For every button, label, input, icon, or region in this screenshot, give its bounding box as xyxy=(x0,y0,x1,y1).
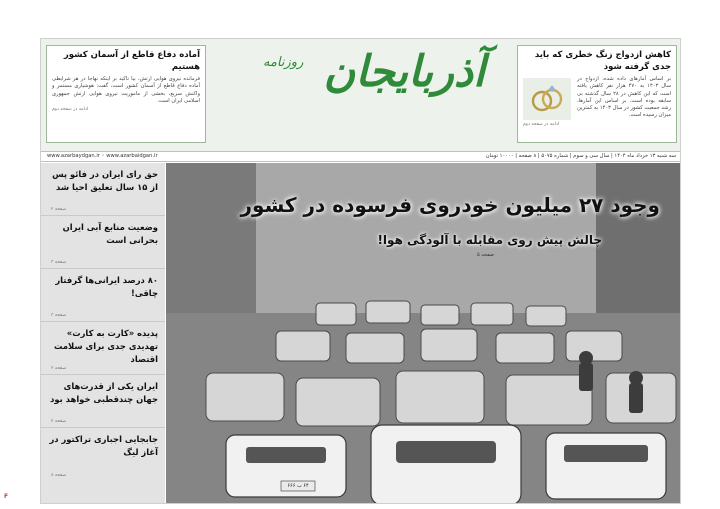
page-reference: صفحه ۳ xyxy=(51,260,67,265)
right-box-footer: ادامه در صفحه دوم xyxy=(523,121,560,127)
newspaper-logo[interactable] xyxy=(241,45,491,125)
page-reference: صفحه ۲ xyxy=(51,419,67,424)
left-box-title: آماده دفاع قاطع از آسمان کشور هستیم xyxy=(63,50,200,72)
masthead xyxy=(41,39,681,159)
traffic-jam-photo[interactable] xyxy=(166,163,681,504)
wedding-rings-icon xyxy=(523,78,571,120)
issue-info-strip xyxy=(41,151,681,162)
right-box-body: بر اساس آمارهای داده شده، ازدواج در سال ۱۴۰۳ به ۴۷۰ هزار نفر کاهش یافته است که این کاهش در ۲۸ سال گذشته بی سابقه بوده است. بر اساس این آمارها، رشد جمعیت کشور در سال ۱۴۰۳ به کمترین میزان رسیده است. xyxy=(577,76,671,119)
sidebar-headline: ایران یکی از قدرت‌های جهان چندقطبی خواهد بود xyxy=(50,381,158,404)
logo-subtitle: روزنامه xyxy=(263,55,304,70)
page-reference: صفحه ۲ xyxy=(51,366,67,371)
newspaper-front-page xyxy=(40,38,681,504)
list-item[interactable] xyxy=(41,163,165,216)
sidebar-headline: حق رای ایران در فائو پس از ۱۵ سال تعلیق احیا شد xyxy=(52,169,158,192)
logo-title: آذربایجان xyxy=(323,47,485,97)
left-box-footer: ادامه در صفحه دوم xyxy=(52,107,89,113)
news-sidebar xyxy=(41,163,165,504)
list-item[interactable] xyxy=(41,322,165,375)
page-reference: صفحه ۲ xyxy=(51,207,67,212)
sidebar-headline: ۸۰ درصد ایرانی‌ها گرفتار چاقی! xyxy=(55,275,158,298)
main-page-reference: صفحه ۵ xyxy=(477,252,494,258)
sidebar-headline: جابجایی اجباری تراکتور در آغاز لیگ xyxy=(49,434,158,457)
list-item[interactable] xyxy=(41,216,165,269)
right-news-box[interactable] xyxy=(517,45,677,143)
left-news-box[interactable] xyxy=(46,45,206,143)
list-item[interactable] xyxy=(41,428,165,481)
main-headline[interactable]: وجود ۲۷ میلیون خودروی فرسوده در کشور xyxy=(240,193,660,217)
page-reference: صفحه ۳ xyxy=(51,313,67,318)
left-box-body: فرمانده نیروی هوایی ارتش، بیا تاکید بر اینکه نهاجا در هر شرایطی آماده دفاع قاطع از آسمان کشور است، گفت: هوشیاری مستمر و واکنش سریع، بخشی از ماموریت نیروی هوایی ارتش جمهوری اسلامی ایران است. xyxy=(52,76,200,104)
right-box-title: کاهش ازدواج زنگ خطری که باید جدی گرفته شود xyxy=(534,50,671,72)
list-item[interactable] xyxy=(41,375,165,428)
main-subheadline: چالش پیش روی مقابله با آلودگی هوا! xyxy=(377,233,602,247)
page-reference: صفحه ۸ xyxy=(51,473,67,478)
website-links[interactable]: www.azarbaydgan.ir ◦ www.azarbaidgan.ir xyxy=(47,153,158,159)
source-watermark-icon: F xyxy=(4,493,9,500)
license-plate: ۶۴ ب ۶۶۶ xyxy=(287,483,309,489)
sidebar-headline: پدیده «کارت به کارت» تهدیدی جدی برای سلامت اقتصاد xyxy=(53,328,158,364)
list-item[interactable] xyxy=(41,269,165,322)
issue-date-line: سه شنبه ۱۳ خرداد ماه ۱۴۰۴ | سال سی و سوم | شماره ۵۰۷۵ | ۸ صفحه | ۱۰۰۰۰ تومان xyxy=(485,153,676,159)
sidebar-headline: وضعیت منابع آبی ایران بحرانی است xyxy=(62,222,158,245)
